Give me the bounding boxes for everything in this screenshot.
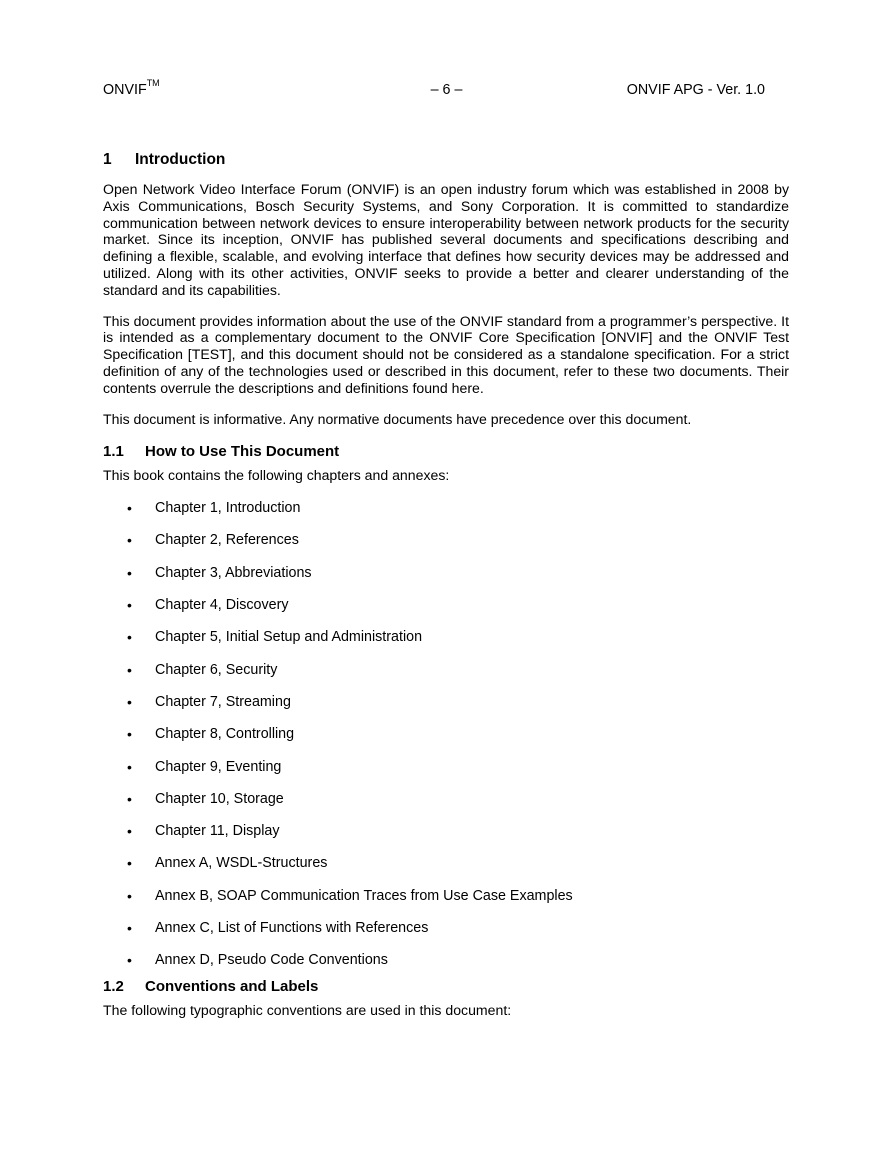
list-item-text: Chapter 4, Discovery (155, 597, 289, 614)
bullet-icon: • (127, 629, 132, 646)
list-item (103, 531, 789, 563)
section-1-title: Introduction (135, 151, 226, 168)
intro-paragraph-1: Open Network Video Interface Forum (ONVIF) is an open industry forum which was established in 2008 by Axis Communications, Bosch Security Systems, and Sony Corporation. It is committed to standardize communication between network devices to ensure interoperability between network products for the security market. Since its inception, ONVIF has published several documents and specifications describing and defining a flexible, scalable, and evolving interface that defines how security devices may be addressed and utilized. Along with its other activities, ONVIF seeks to provide a better and clearer understanding of the standard and its capabilities. (103, 181, 789, 298)
list-item-text: Chapter 7, Streaming (155, 693, 291, 710)
list-item (103, 822, 789, 854)
bullet-icon: • (127, 952, 132, 969)
list-item (103, 693, 789, 725)
list-item (103, 951, 789, 977)
list-item-text: Chapter 1, Introduction (155, 500, 301, 517)
bullet-icon: • (127, 726, 132, 743)
list-item (103, 790, 789, 822)
list-item (103, 499, 789, 531)
list-item-text: Chapter 11, Display (155, 823, 280, 840)
list-item-text: Chapter 8, Controlling (155, 726, 295, 743)
page-content (103, 150, 789, 1033)
section-1-1-title: How to Use This Document (145, 443, 340, 461)
section-1-1-number: 1.1 (103, 443, 124, 461)
section-1-2-intro: The following typographic conventions are used in this document: (103, 1002, 512, 1019)
bullet-icon: • (127, 790, 132, 807)
section-1-heading (103, 150, 789, 170)
bullet-icon: • (127, 823, 132, 840)
list-item-text: Annex C, List of Functions with References (155, 920, 429, 937)
list-item (103, 854, 789, 886)
chapter-list (103, 499, 789, 977)
section-1-number: 1 (103, 151, 112, 168)
list-item-text: Chapter 2, References (155, 532, 299, 549)
list-item-text: Annex D, Pseudo Code Conventions (155, 952, 388, 969)
intro-paragraph-3: This document is informative. Any normative documents have precedence over this document. (103, 410, 692, 427)
bullet-icon: • (127, 920, 132, 937)
list-item-text: Chapter 3, Abbreviations (155, 564, 312, 581)
list-item-text: Chapter 9, Eventing (155, 758, 282, 775)
bullet-icon: • (127, 887, 132, 904)
list-item (103, 758, 789, 790)
header-page-number: – 6 – (430, 82, 463, 98)
header-document-title: ONVIF APG - Ver. 1.0 (626, 82, 765, 98)
list-item (103, 564, 789, 596)
list-item-text: Chapter 10, Storage (155, 790, 284, 807)
bullet-icon: • (127, 564, 132, 581)
list-item (103, 887, 789, 919)
list-item-text: Chapter 6, Security (155, 661, 278, 678)
trademark-superscript: TM (146, 78, 160, 88)
section-1-2-number: 1.2 (103, 978, 124, 996)
section-1-1-heading (103, 442, 789, 462)
section-1-1-intro: This book contains the following chapters and annexes: (103, 467, 450, 484)
bullet-icon: • (127, 500, 132, 517)
header-org-name: ONVIF (103, 82, 147, 98)
section-1-2-title: Conventions and Labels (145, 978, 319, 996)
list-item (103, 596, 789, 628)
list-item (103, 725, 789, 757)
bullet-icon: • (127, 693, 132, 710)
bullet-icon: • (127, 661, 132, 678)
list-item-text: Annex B, SOAP Communication Traces from Use Case Examples (155, 887, 573, 904)
list-item (103, 919, 789, 951)
list-item (103, 661, 789, 693)
bullet-icon: • (127, 597, 132, 614)
bullet-icon: • (127, 855, 132, 872)
section-1-2-heading (103, 977, 789, 997)
bullet-icon: • (127, 532, 132, 549)
intro-paragraph-2: This document provides information about the use of the ONVIF standard from a programmer’s perspective. It is intended as a complementary document to the ONVIF Core Specification [ONVIF] and the ONVIF Test Specification [TEST], and this document should not be considered as a standalone specification. For a strict definition of any of the technologies used or described in this document, refer to these two documents. Their contents overrule the descriptions and definitions found here. (103, 312, 789, 396)
bullet-icon: • (127, 758, 132, 775)
list-item-text: Chapter 5, Initial Setup and Administration (155, 629, 423, 646)
list-item (103, 628, 789, 660)
list-item-text: Annex A, WSDL-Structures (155, 855, 328, 872)
